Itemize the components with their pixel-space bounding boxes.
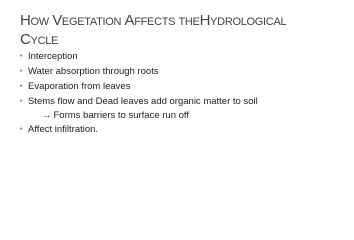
bullet-item (20, 49, 350, 64)
bullet-item (20, 64, 350, 79)
bullet-dot-icon: • (20, 126, 23, 133)
bullet-dot-icon: • (20, 68, 23, 75)
bullet-text: Water absorption through roots (28, 66, 159, 77)
arrow-right-icon: → (42, 110, 52, 121)
bullet-dot-icon: • (20, 53, 23, 60)
bullet-text: Evaporation from leaves (28, 81, 131, 92)
bullet-text: Affect infiltration. (28, 124, 99, 135)
bullet-dot-icon: • (20, 83, 23, 90)
bullet-list (20, 49, 350, 137)
bullet-item (20, 122, 350, 137)
bullet-item (20, 94, 350, 109)
bullet-item (20, 79, 350, 94)
sub-bullet-text: Forms barriers to surface run off (53, 110, 190, 121)
bullet-dot-icon: • (20, 98, 23, 105)
bullet-text: Interception (28, 51, 78, 62)
slide-title: HOW VEGETATION AFFECTS THEHYDROLOGICAL CYCLE (20, 12, 287, 48)
sub-bullet-item (20, 109, 350, 122)
bullet-text: Stems flow and Dead leaves add organic matter to soil (28, 96, 258, 107)
